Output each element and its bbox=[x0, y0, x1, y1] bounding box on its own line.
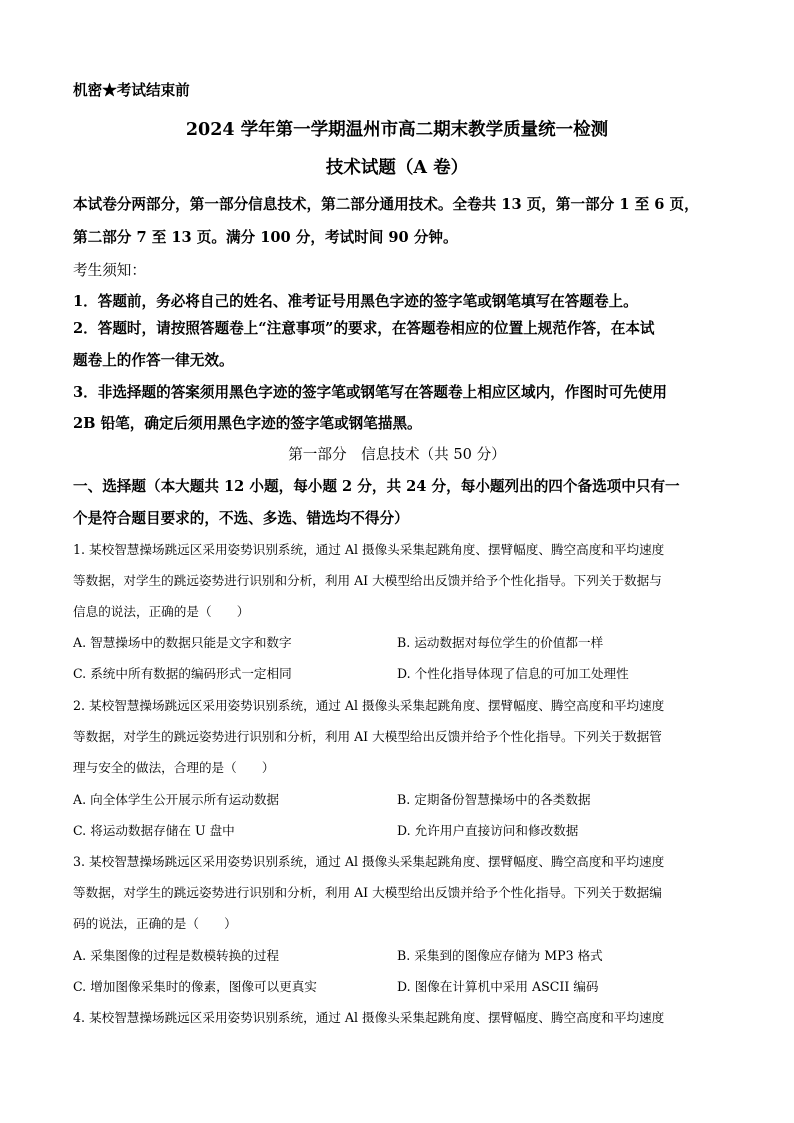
q2-option-c: C. 将运动数据存储在 U 盘中 bbox=[73, 823, 235, 838]
notice-heading: 考生须知： bbox=[73, 262, 146, 279]
q3-option-b: B. 采集到的图像应存储为 MP3 格式 bbox=[397, 948, 603, 963]
part1-heading: 第一部分 信息技术（共 50 分） bbox=[288, 446, 506, 463]
q2-option-a: A. 向全体学生公开展示所有运动数据 bbox=[73, 792, 280, 807]
q3-line-2: 等数据，对学生的跳远姿势进行识别和分析，利用 AI 大模型给出反馈并给予个性化指导。下列关于数据编 bbox=[73, 885, 662, 900]
q1-option-b: B. 运动数据对每位学生的价值都一样 bbox=[397, 635, 604, 650]
notice-item-3-line-2: 2B 铅笔，确定后须用黑色字迹的签字笔或钢笔描黑。 bbox=[73, 415, 422, 432]
q1-line-2: 等数据，对学生的跳远姿势进行识别和分析，利用 AI 大模型给出反馈并给予个性化指导。下列关于数据与 bbox=[73, 573, 662, 588]
confidential-label: 机密★考试结束前 bbox=[73, 82, 190, 99]
notice-item-2-line-2: 题卷上的作答一律无效。 bbox=[73, 352, 234, 369]
q1-option-a: A. 智慧操场中的数据只能是文字和数字 bbox=[73, 635, 292, 650]
q2-line-2: 等数据，对学生的跳远姿势进行识别和分析，利用 AI 大模型给出反馈并给予个性化指导。下列关于数据管 bbox=[73, 729, 662, 744]
exam-subtitle: 技术试题（A 卷） bbox=[325, 158, 469, 178]
q2-option-b: B. 定期备份智慧操场中的各类数据 bbox=[397, 792, 591, 807]
q4-line-1: 4. 某校智慧操场跳远区采用姿势识别系统，通过 Al 摄像头采集起跳角度、摆臂幅度、腾空高度和平均速度 bbox=[73, 1010, 665, 1025]
q3-option-c: C. 增加图像采集时的像素，图像可以更真实 bbox=[73, 979, 317, 994]
q3-line-1: 3. 某校智慧操场跳远区采用姿势识别系统，通过 Al 摄像头采集起跳角度、摆臂幅度、腾空高度和平均速度 bbox=[73, 854, 665, 869]
section1-line-1: 一、选择题（本大题共 12 小题，每小题 2 分，共 24 分，每小题列出的四个备选项中只有一 bbox=[73, 478, 680, 495]
notice-item-2-line-1: 2．答题时，请按照答题卷上“注意事项”的要求，在答题卷相应的位置上规范作答，在本试 bbox=[73, 320, 655, 337]
intro-line-1: 本试卷分两部分，第一部分信息技术，第二部分通用技术。全卷共 13 页，第一部分 1 至 6 页， bbox=[73, 196, 699, 213]
q2-line-3: 理与安全的做法，合理的是（ ） bbox=[73, 760, 275, 775]
q2-option-d: D. 允许用户直接访问和修改数据 bbox=[397, 823, 579, 838]
q1-line-1: 1. 某校智慧操场跳远区采用姿势识别系统，通过 Al 摄像头采集起跳角度、摆臂幅度、腾空高度和平均速度 bbox=[73, 542, 665, 557]
q3-line-3: 码的说法，正确的是（ ） bbox=[73, 916, 237, 931]
section1-line-2: 个是符合题目要求的，不选、多选、错选均不得分） bbox=[73, 510, 409, 527]
q1-option-d: D. 个性化指导体现了信息的可加工处理性 bbox=[397, 666, 629, 681]
q1-line-3: 信息的说法，正确的是（ ） bbox=[73, 604, 250, 619]
exam-title: 2024 学年第一学期温州市高二期末教学质量统一检测 bbox=[185, 120, 609, 140]
notice-item-3-line-1: 3．非选择题的答案须用黑色字迹的签字笔或钢笔写在答题卷上相应区域内，作图时可先使用 bbox=[73, 384, 667, 401]
q2-line-1: 2. 某校智慧操场跳远区采用姿势识别系统，通过 Al 摄像头采集起跳角度、摆臂幅度、腾空高度和平均速度 bbox=[73, 698, 665, 713]
q3-option-a: A. 采集图像的过程是数模转换的过程 bbox=[73, 948, 280, 963]
intro-line-2: 第二部分 7 至 13 页。满分 100 分，考试时间 90 分钟。 bbox=[73, 229, 458, 246]
notice-item-1: 1．答题前，务必将自己的姓名、准考证号用黑色字迹的签字笔或钢笔填写在答题卷上。 bbox=[73, 293, 638, 310]
q3-option-d: D. 图像在计算机中采用 ASCII 编码 bbox=[397, 979, 599, 994]
q1-option-c: C. 系统中所有数据的编码形式一定相同 bbox=[73, 666, 292, 681]
